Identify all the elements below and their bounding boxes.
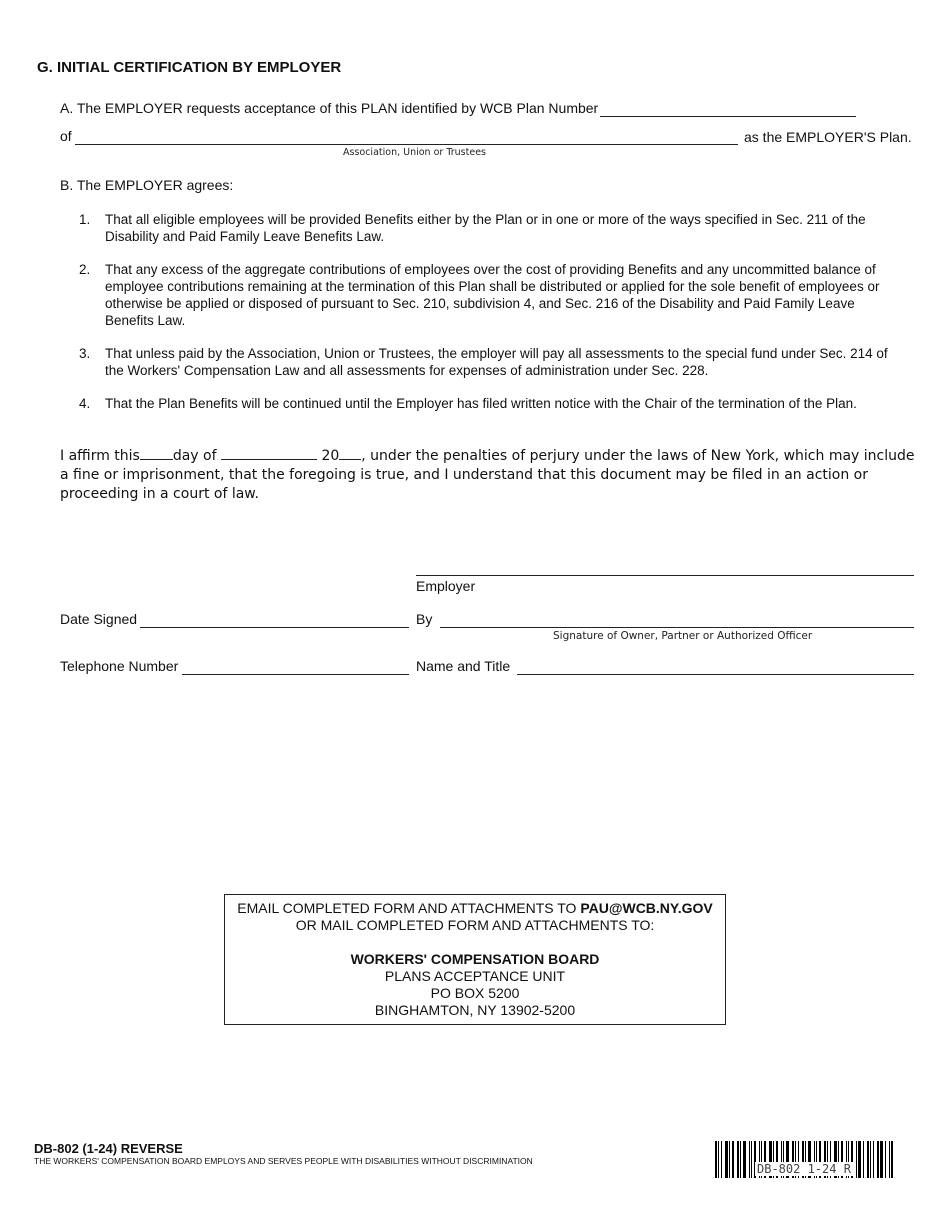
barcode-bar: [751, 1141, 752, 1178]
agreement-item: [79, 395, 929, 413]
mail-line: OR MAIL COMPLETED FORM AND ATTACHMENTS TO:: [295, 917, 655, 933]
po-box: PO BOX 5200: [430, 985, 520, 1001]
email-address[interactable]: PAU@WCB.NY.GOV: [580, 900, 713, 916]
form-id: DB-802 (1-24) REVERSE: [34, 1141, 183, 1156]
barcode-bar: [725, 1141, 728, 1178]
agreement-item: [79, 261, 929, 331]
barcode-bar: [889, 1141, 890, 1178]
name-title-label: Name and Title: [416, 658, 511, 674]
city-line: BINGHAMTON, NY 13902-5200: [374, 1002, 576, 1018]
part-a-text: A. The EMPLOYER requests acceptance of this PLAN identified by WCB Plan Number: [60, 100, 599, 116]
date-signed-field[interactable]: [140, 627, 409, 628]
agreement-item: [79, 211, 929, 247]
item-line: Benefits Law.: [105, 313, 186, 328]
footer-notice: THE WORKERS' COMPENSATION BOARD EMPLOYS AND SERVES PEOPLE WITH DISABILITIES WITHOUT DISCRIMINATION: [34, 1156, 533, 1166]
item-line: That unless paid by the Association, Union or Trustees, the employer will pay all assessments to the special fund under Sec. 214 of: [105, 346, 888, 361]
affirm-text-2: day of: [172, 448, 217, 464]
barcode-bar: [856, 1141, 857, 1178]
affirm-text-4: , under the penalties of perjury under the laws of New York, which may include a fine or imprisonment, that the foregoing is true, and I understand that this document may be filed in an action or proceeding in a court of law.: [60, 448, 915, 502]
barcode-bar: [891, 1141, 893, 1178]
barcode-bar: [737, 1141, 739, 1178]
item-line: Disability and Paid Family Leave Benefits Law.: [105, 229, 385, 244]
item-number: 2.: [79, 262, 91, 277]
item-line: That all eligible employees will be provided Benefits either by the Plan or in one or more of the ways specified in Sec. 211 of the: [105, 212, 866, 227]
item-line: otherwise be applied or disposed of pursuant to Sec. 210, subdivision 4, and Sec. 216 of the Disability and Paid Family Leave: [105, 296, 855, 311]
barcode-bar: [721, 1141, 722, 1178]
barcode-text: DB-802 1-24 R: [757, 1162, 851, 1176]
item-number: 4.: [79, 396, 91, 411]
unit-name: PLANS ACCEPTANCE UNIT: [384, 968, 566, 984]
item-line: That any excess of the aggregate contributions of employees over the cost of providing Benefits and any uncommitted balance of: [105, 262, 876, 277]
part-b-heading: B. The EMPLOYER agrees:: [60, 177, 234, 193]
mailing-instructions-box: [224, 894, 726, 1025]
barcode-bar: [877, 1141, 879, 1178]
association-field[interactable]: [75, 144, 738, 145]
date-signed-label: Date Signed: [60, 611, 138, 627]
affirm-text-3: 20: [321, 448, 340, 464]
affirm-year-field[interactable]: [339, 445, 361, 460]
barcode-bar: [715, 1141, 717, 1178]
affirm-month-field[interactable]: [221, 445, 317, 460]
item-number: 3.: [79, 346, 91, 361]
item-line: That the Plan Benefits will be continued until the Employer has filed written notice with the Chair of the termination of the Plan.: [105, 396, 857, 411]
barcode-bar: [873, 1141, 874, 1178]
telephone-label: Telephone Number: [60, 658, 179, 674]
spacer: [225, 934, 725, 951]
employer-label: Employer: [416, 578, 476, 594]
barcode-bar: [867, 1141, 869, 1178]
of-label: of: [60, 128, 72, 144]
email-line: [225, 900, 725, 917]
telephone-field[interactable]: [182, 674, 409, 675]
employers-plan-label: as the EMPLOYER'S Plan.: [744, 129, 912, 145]
affirm-text-1: I affirm this: [60, 448, 140, 464]
agreement-item: [79, 345, 929, 381]
association-caption: Association, Union or Trustees: [343, 147, 486, 158]
email-prefix: EMAIL COMPLETED FORM AND ATTACHMENTS TO: [237, 900, 581, 916]
item-number: 1.: [79, 212, 91, 227]
item-line: the Workers' Compensation Law and all assessments for expenses of administration under Sec. 228.: [105, 363, 709, 378]
org-name: WORKERS' COMPENSATION BOARD: [350, 951, 600, 967]
section-title: G. INITIAL CERTIFICATION BY EMPLOYER: [37, 59, 342, 76]
name-title-field[interactable]: [517, 674, 914, 675]
wcb-plan-number-field[interactable]: [600, 116, 856, 117]
by-label: By: [416, 611, 433, 627]
barcode-bar: [880, 1141, 883, 1178]
barcode-bar: [749, 1141, 750, 1178]
item-line: employee contributions remaining at the termination of this Plan shall be distributed or applied for the sole benefit of employees or: [105, 279, 880, 294]
barcode-bar: [870, 1141, 871, 1178]
affirmation-paragraph: [60, 445, 920, 504]
signature-field[interactable]: [440, 627, 914, 628]
barcode-bar: [858, 1141, 861, 1178]
employer-field[interactable]: [416, 575, 914, 576]
barcode-bar: [732, 1141, 734, 1178]
barcode-bar: [885, 1141, 886, 1178]
barcode-bar: [740, 1141, 741, 1178]
signature-caption: Signature of Owner, Partner or Authorized Officer: [553, 630, 813, 642]
barcode-bar: [729, 1141, 730, 1178]
affirm-day-field[interactable]: [140, 445, 173, 460]
barcode-bar: [863, 1141, 864, 1178]
barcode-bar: [718, 1141, 719, 1178]
barcode-bar: [743, 1141, 746, 1178]
